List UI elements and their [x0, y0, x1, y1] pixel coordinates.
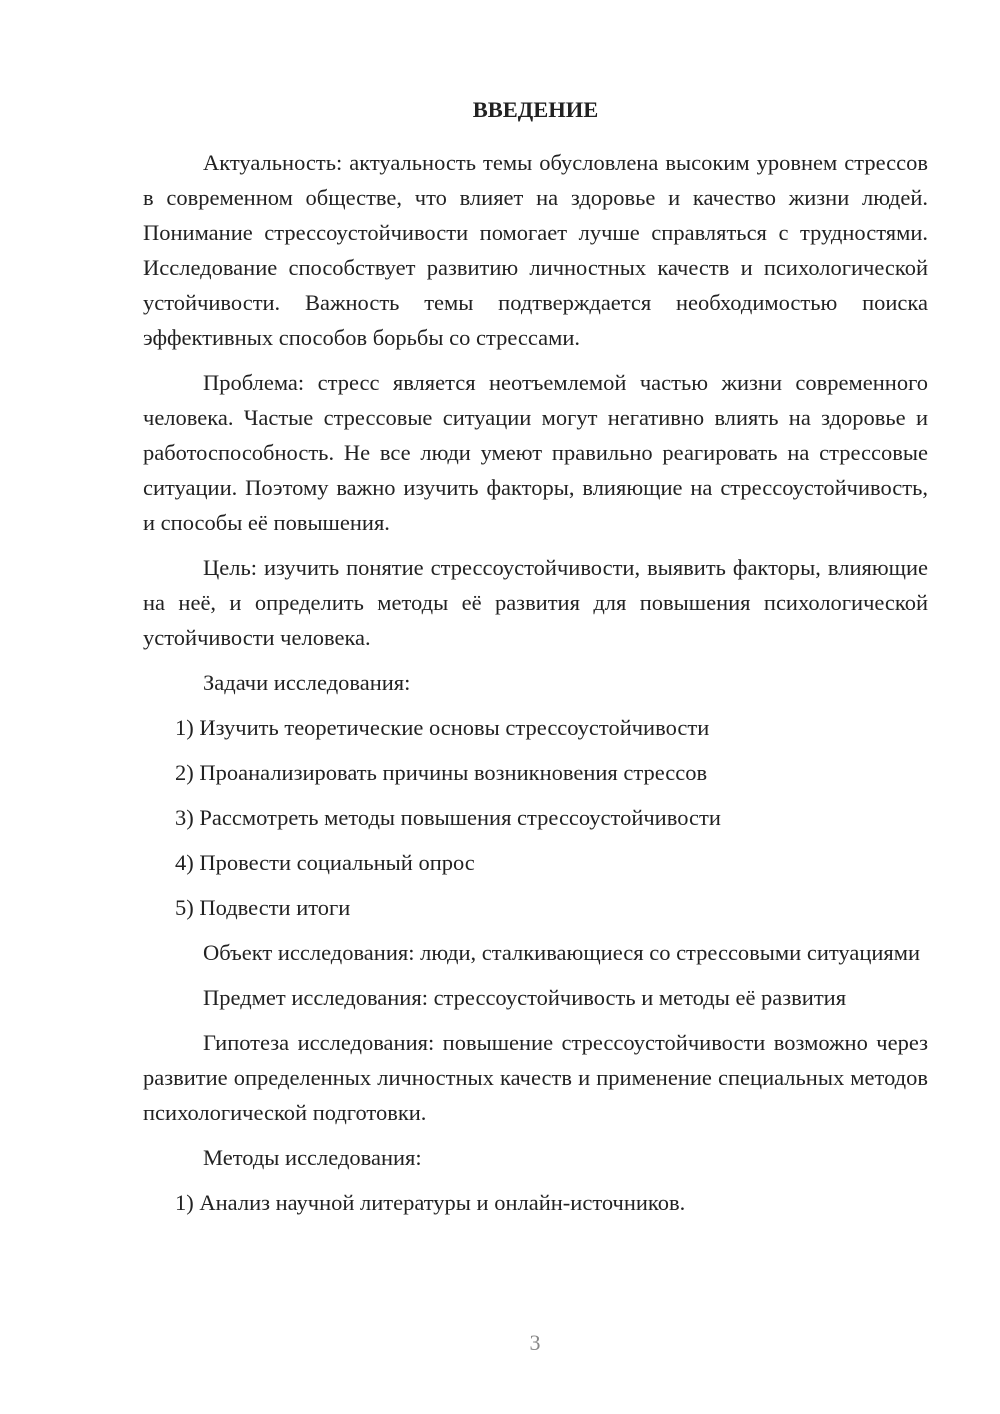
- page-number: 3: [529, 1330, 541, 1355]
- task-item-2: 2) Проанализировать причины возникновения стрессов: [175, 760, 708, 785]
- object-paragraph: Объект исследования: люди, сталкивающиеся со стрессовыми ситуациями: [203, 940, 921, 965]
- method-item-1: 1) Анализ научной литературы и онлайн-источников.: [175, 1190, 686, 1215]
- problem-paragraph: Проблема: стресс является неотъемлемой частью жизни современного человека. Частые стрессовые ситуации могут негативно влиять на здоровье и работоспособность. Не все люди умеют правильно реагировать на стрессовые ситуации. Поэтому важно изучить факторы, влияющие на стрессоустойчивость, и способы её повышения.: [143, 370, 928, 535]
- methods-title: Методы исследования:: [203, 1145, 422, 1170]
- task-item-1: 1) Изучить теоретические основы стрессоустойчивости: [175, 715, 710, 740]
- relevance-paragraph: Актуальность: актуальность темы обусловлена высоким уровнем стрессов в современном обществе, что влияет на здоровье и качество жизни людей. Понимание стрессоустойчивости помогает лучше справляться с трудностями. Исследование способствует развитию личностных качеств и психологической устойчивости. Важность темы подтверждается необходимостью поиска эффективных способов борьбы со стрессами.: [143, 150, 928, 350]
- task-item-4: 4) Провести социальный опрос: [175, 850, 475, 875]
- section-heading: ВВЕДЕНИЕ: [472, 97, 599, 122]
- goal-paragraph: Цель: изучить понятие стрессоустойчивости, выявить факторы, влияющие на неё, и определить методы её развития для повышения психологической устойчивости человека.: [143, 555, 928, 650]
- task-item-3: 3) Рассмотреть методы повышения стрессоустойчивости: [175, 805, 721, 830]
- task-item-5: 5) Подвести итоги: [175, 895, 351, 920]
- tasks-title: Задачи исследования:: [203, 670, 411, 695]
- document-page: [143, 92, 928, 1230]
- hypothesis-paragraph: Гипотеза исследования: повышение стрессоустойчивости возможно через развитие определенных личностных качеств и применение специальных методов психологической подготовки.: [143, 1030, 928, 1125]
- subject-paragraph: Предмет исследования: стрессоустойчивость и методы её развития: [203, 985, 847, 1010]
